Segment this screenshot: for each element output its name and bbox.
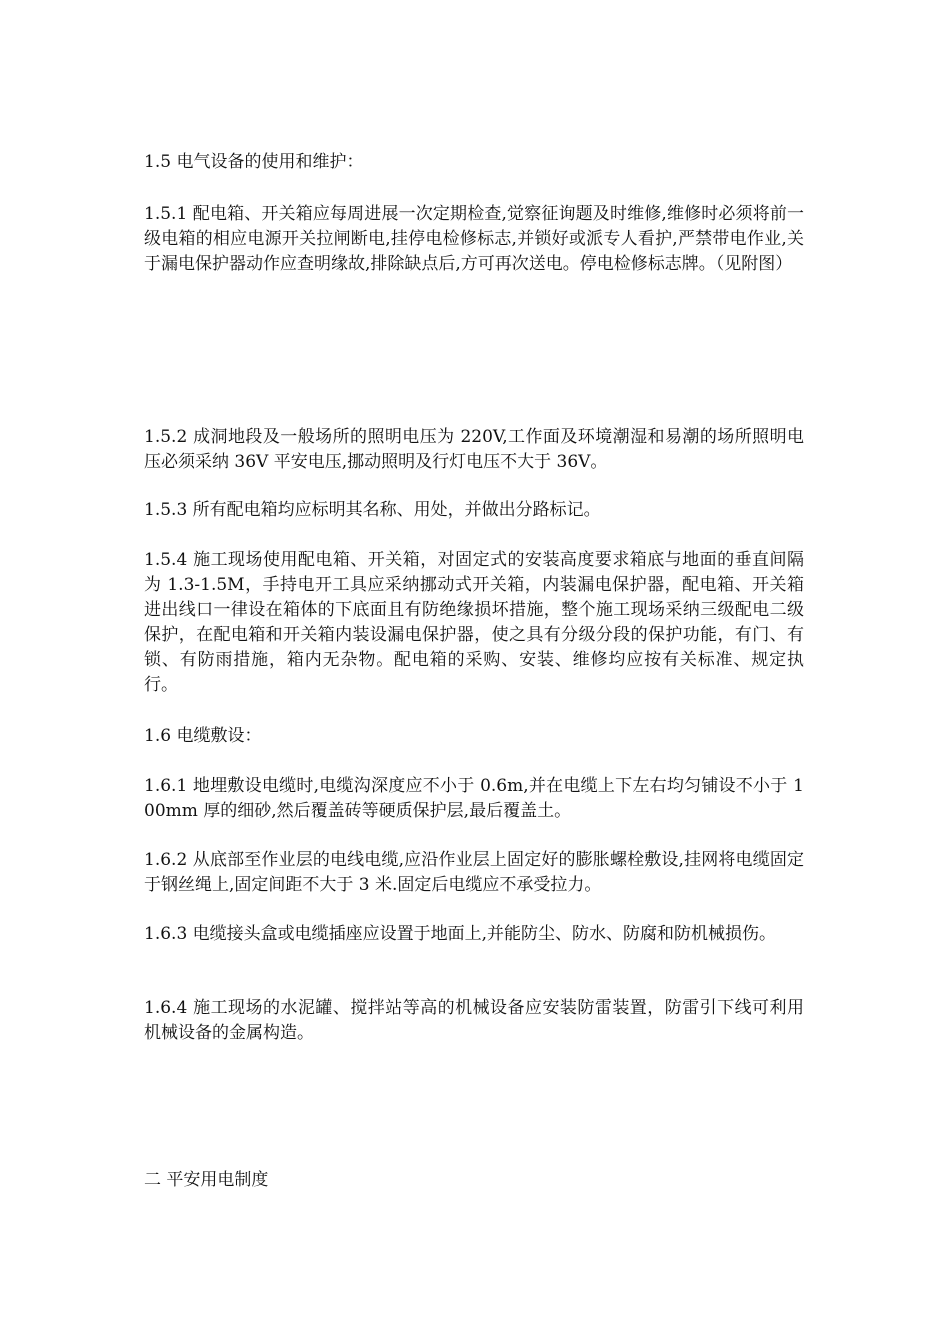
paragraph-1-5-3: 1.5.3 所有配电箱均应标明其名称、用处，并做出分路标记。 xyxy=(144,500,601,520)
paragraph-1-5-4: 1.5.4 施工现场使用配电箱、开关箱，对固定式的安装高度要求箱底与地面的垂直间隔为 1.3-1.5M，手持电开工具应采纳挪动式开关箱，内装漏电保护器，配电箱、开关箱进出线口一律设在箱体的下底面且有防绝缘损坏措施，整个施工现场采纳三级配电二级保护，在配电箱和开关箱内装设漏电保护器，使之具有分级分段的保护功能，有门、有锁、有防雨措施，箱内无杂物。配电箱的采购、安装、维修均应按有关标准、规定执行。 xyxy=(144,550,804,695)
paragraph-1-6-4: 1.6.4 施工现场的水泥罐、搅拌站等高的机械设备应安装防雷装置，防雷引下线可利用机械设备的金属构造。 xyxy=(144,998,804,1043)
paragraph-1-6-2: 1.6.2 从底部至作业层的电线电缆,应沿作业层上固定好的膨胀螺栓敷设,挂网将电缆固定于钢丝绳上,固定间距不大于 3 米.固定后电缆应不承受拉力。 xyxy=(144,850,804,895)
heading-1-6: 1.6 电缆敷设： xyxy=(144,726,262,746)
paragraph-1-6-1: 1.6.1 地埋敷设电缆时,电缆沟深度应不小于 0.6m,并在电缆上下左右均匀铺设不小于 100mm 厚的细砂,然后覆盖砖等硬质保护层,最后覆盖土。 xyxy=(144,776,804,821)
paragraph-1-5-1: 1.5.1 配电箱、开关箱应每周进展一次定期检查,觉察征询题及时维修,维修时必须将前一级电箱的相应电源开关拉闸断电,挂停电检修标志,并锁好或派专人看护,严禁带电作业,关于漏电保护器动作应查明缘故,排除缺点后,方可再次送电。停电检修标志牌。（见附图） xyxy=(144,204,804,274)
paragraph-1-6-3: 1.6.3 电缆接头盒或电缆插座应设置于地面上,并能防尘、防水、防腐和防机械损伤。 xyxy=(144,924,777,944)
heading-section-2: 二 平安用电制度 xyxy=(144,1170,269,1190)
paragraph-1-5-2: 1.5.2 成洞地段及一般场所的照明电压为 220V,工作面及环境潮湿和易潮的场所照明电压必须采纳 36V 平安电压,挪动照明及行灯电压不大于 36V。 xyxy=(144,427,804,472)
heading-1-5: 1.5 电气设备的使用和维护： xyxy=(144,152,364,172)
